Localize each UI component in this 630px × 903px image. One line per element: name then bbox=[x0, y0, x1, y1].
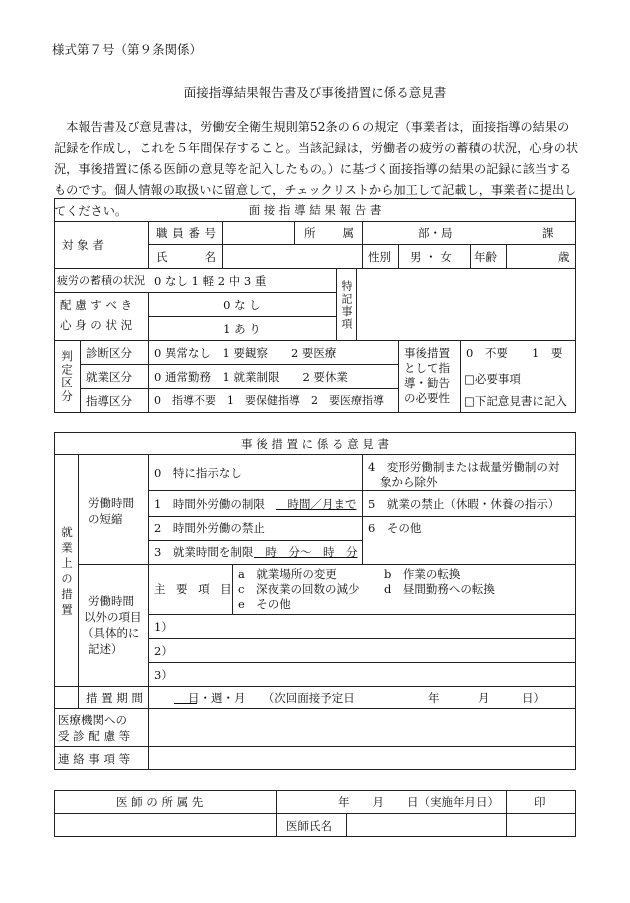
form-number: 様式第７号（第９条関係） bbox=[52, 42, 203, 57]
dept-label: 部・局 bbox=[418, 226, 453, 240]
note-2[interactable]: 2） bbox=[154, 644, 173, 658]
post-no-option[interactable]: 0 不要 bbox=[466, 346, 508, 360]
consider-label-1: 配 慮 す べ き bbox=[60, 298, 133, 312]
option-1-blank[interactable]: 時間／月まで bbox=[276, 497, 357, 511]
other-label-1: 労働時間 bbox=[88, 594, 134, 608]
doctor-name-label: 医師氏名 bbox=[286, 819, 332, 833]
doctor-affiliation-field[interactable] bbox=[56, 815, 274, 835]
main-items-label: 主 要 項 目 bbox=[154, 582, 236, 596]
work-value[interactable]: 0 通常勤務 1 就業制限 2 要休業 bbox=[154, 370, 348, 384]
period-year: 年 bbox=[428, 691, 440, 705]
medical-label-2: 受 診 配 慮 等 bbox=[58, 729, 131, 743]
report-header: 面 接 指 導 結 果 報 告 書 bbox=[248, 203, 382, 217]
implementation-date[interactable]: 年 月 日（実施年月日） bbox=[338, 795, 499, 809]
section-label: 課 bbox=[542, 226, 554, 240]
option-6[interactable]: 6 その他 bbox=[368, 521, 422, 535]
name-field[interactable] bbox=[224, 246, 360, 266]
age-label: 年齢 bbox=[474, 250, 497, 264]
check-required[interactable]: □必要事項 bbox=[464, 372, 521, 386]
consider-option-0[interactable]: 0 な し bbox=[223, 298, 261, 312]
guide-label: 指導区分 bbox=[86, 394, 132, 408]
hours-label-1: 労働時間 bbox=[88, 496, 134, 510]
consider-option-1[interactable]: 1 あ り bbox=[223, 322, 261, 336]
page-title: 面接指導結果報告書及び事後措置に係る意見書 bbox=[183, 85, 447, 100]
check-below[interactable]: □下記意見書に記入 bbox=[464, 394, 567, 408]
post-label-4: の必要性 bbox=[404, 391, 450, 405]
diag-value[interactable]: 0 異常なし 1 要観察 2 要医療 bbox=[154, 346, 337, 360]
option-4-line-1[interactable]: 4 変形労働制または裁量労働制の対 bbox=[368, 460, 560, 474]
name-label: 氏 名 bbox=[156, 250, 216, 264]
employment-label: 就業上の措置 bbox=[60, 526, 74, 620]
intro-paragraph: 本報告書及び意見書は，労働安全衛生規則第52条の６の規定（事業者は，面接指導の結果の記録を作成し，これを５年間保存すること。当該記録は，労働者の疲労の蓄積の状況，心身の状況，事後措置に係る医師の意見等を記入したもの。）に基づく面接指導の結果の記録に該当するものです。個人情報の取扱いに留意して，チェックリストから加工して記載し，事業者に提出してください。 bbox=[54, 120, 579, 218]
item-c[interactable]: c 深夜業の回数の減少 bbox=[238, 582, 360, 596]
fatigue-value[interactable]: 0 なし 1 軽 2 中 3 重 bbox=[154, 274, 267, 288]
judgment-label: 判定区分 bbox=[60, 350, 74, 403]
diag-label: 診断区分 bbox=[86, 346, 132, 360]
employee-no-field[interactable] bbox=[224, 223, 292, 243]
item-e[interactable]: e その他 bbox=[238, 597, 291, 611]
option-1[interactable]: 1 時間外労働の制限 bbox=[154, 497, 265, 511]
affiliation-label: 所 属 bbox=[304, 226, 354, 240]
option-4-line-2: 象から除外 bbox=[380, 475, 438, 489]
note-1[interactable]: 1） bbox=[154, 620, 173, 634]
work-label: 就業区分 bbox=[86, 370, 132, 384]
note-3[interactable]: 3） bbox=[154, 668, 173, 682]
post-label-3: 導・勧告 bbox=[404, 376, 450, 390]
other-label-4: 記述） bbox=[88, 642, 123, 656]
option-0[interactable]: 0 特に指示なし bbox=[154, 466, 242, 480]
subject-label: 対 象 者 bbox=[62, 238, 104, 252]
opinion-header: 事 後 措 置 に 係 る 意 見 書 bbox=[241, 437, 389, 451]
option-2[interactable]: 2 時間外労働の禁止 bbox=[154, 521, 265, 535]
consider-label-2: 心 身 の 状 況 bbox=[60, 318, 133, 332]
guide-value[interactable]: 0 指導不要 1 要保健指導 2 要医療指導 bbox=[154, 394, 384, 407]
doctor-affiliation-label: 医 師 の 所 属 先 bbox=[116, 795, 204, 809]
post-label-1: 事後措置 bbox=[404, 346, 450, 360]
post-yes-option[interactable]: 1 要 bbox=[532, 346, 563, 360]
hours-label-2: の短縮 bbox=[88, 512, 123, 526]
medical-field[interactable] bbox=[150, 709, 574, 745]
period-day: 日） bbox=[522, 691, 545, 705]
age-unit: 歳 bbox=[558, 250, 570, 264]
item-b[interactable]: b 作業の転換 bbox=[384, 567, 461, 581]
item-a[interactable]: a 就業場所の変更 bbox=[238, 567, 337, 581]
other-label-2: 以外の項目 bbox=[84, 610, 142, 624]
post-label-2: として指 bbox=[404, 361, 450, 375]
option-5[interactable]: 5 就業の禁止（休暇・休養の指示） bbox=[368, 497, 560, 511]
doctor-name-field[interactable] bbox=[348, 815, 504, 835]
option-3-blank[interactable]: 時 分～ 時 分 bbox=[254, 545, 358, 559]
sex-label: 性別 bbox=[368, 250, 391, 264]
period-value[interactable]: 日・週・月 （次回面接予定日 bbox=[188, 691, 355, 705]
fatigue-label: 疲労の蓄積の状況 bbox=[57, 274, 145, 287]
employee-no-label: 職 員 番 号 bbox=[156, 226, 216, 240]
other-label-3: （具体的に bbox=[82, 626, 140, 640]
contact-field[interactable] bbox=[150, 747, 574, 769]
sex-value[interactable]: 男 ・ 女 bbox=[410, 250, 452, 264]
seal-label: 印 bbox=[534, 795, 546, 809]
medical-label-1: 医療機関への bbox=[58, 713, 127, 727]
special-notes-label: 特記事項 bbox=[340, 280, 353, 331]
item-d[interactable]: d 昼間勤務への転換 bbox=[384, 582, 495, 596]
period-label: 措 置 期 間 bbox=[86, 691, 143, 705]
period-month: 月 bbox=[478, 691, 490, 705]
special-notes-field[interactable] bbox=[358, 269, 574, 339]
option-3[interactable]: 3 就業時間を制限 bbox=[154, 545, 254, 559]
contact-label: 連 絡 事 項 等 bbox=[58, 752, 131, 766]
